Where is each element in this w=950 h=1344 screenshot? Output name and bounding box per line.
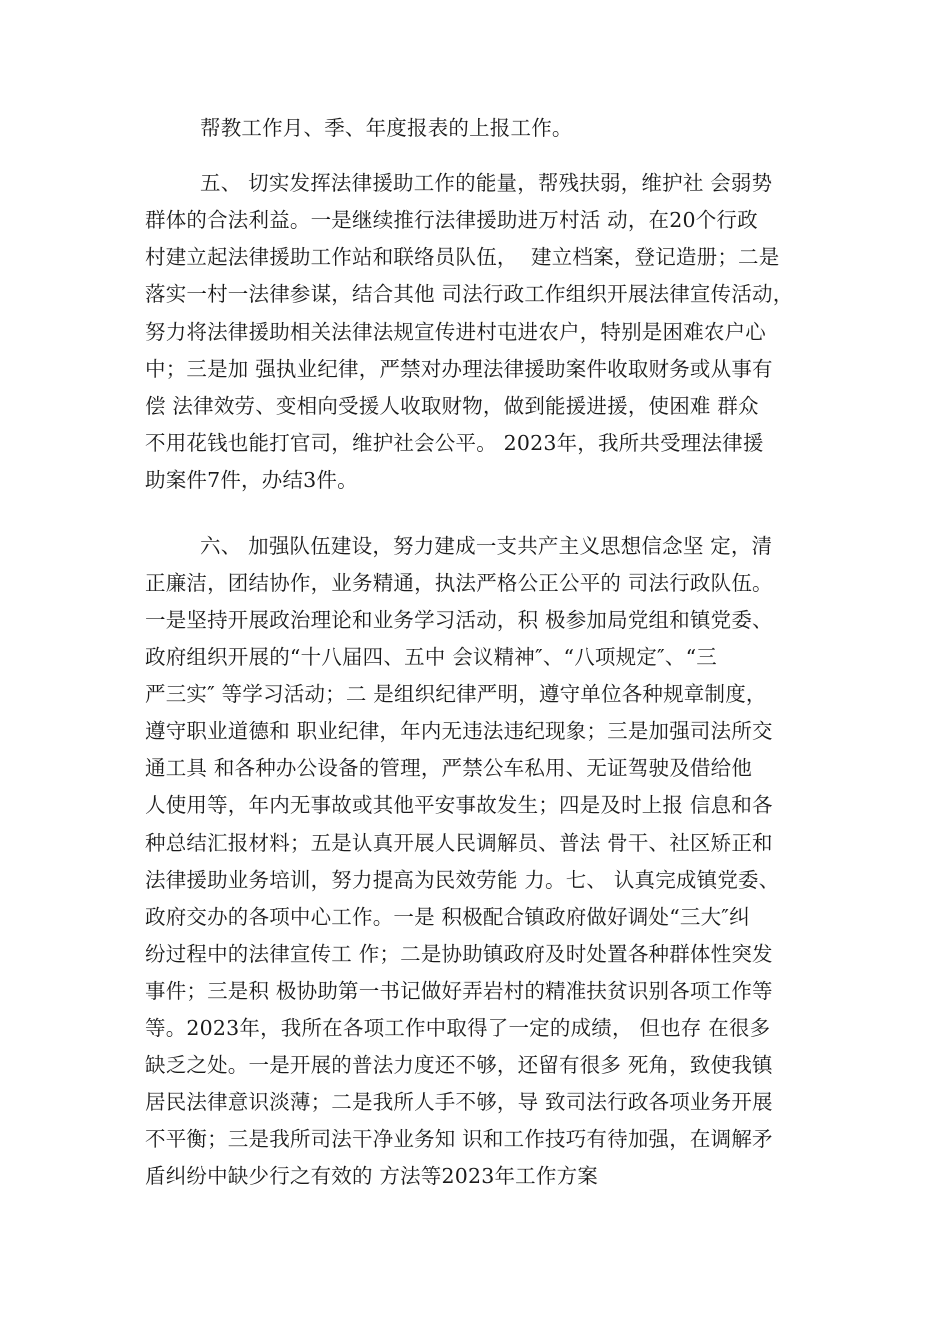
text-line: 不用花钱也能打官司，维护社会公平。 2023年，我所共受理法律援 [145,431,764,455]
text-line: 群体的合法利益。一是继续推行法律援助进万村活 动，在20个行政 [145,208,758,232]
text-line: 政府交办的各项中心工作。一是 积极配合镇政府做好调处“三大″纠 [145,905,750,929]
text-line: 正廉洁，团结协作，业务精通，执法严格公正公平的 司法行政队伍。 [145,571,773,595]
text-line: 等。2023年，我所在各项工作中取得了一定的成绩， 但也存 在很多 [145,1016,771,1040]
text-line: 纷过程中的法律宣传工 作；二是协助镇政府及时处置各种群体性突发 [145,942,773,966]
text-line: 助案件7件，办结3件。 [145,468,358,492]
text-line: 一是坚持开展政治理论和业务学习活动，积 极参加局党组和镇党委、 [145,608,773,632]
text-line: 法律援助业务培训，努力提高为民效劳能 力。七、 认真完成镇党委、 [145,868,780,892]
text-line: 遵守职业道德和 职业纪律，年内无违法违纪现象；三是加强司法所交 [145,719,773,743]
text-line: 帮教工作月、季、年度报表的上报工作。 [200,116,573,140]
text-line: 事件；三是积 极协助第一书记做好弄岩村的精准扶贫识别各项工作等 [145,979,773,1003]
text-line: 人使用等，年内无事故或其他平安事故发生；四是及时上报 信息和各 [145,793,773,817]
text-line: 偿 法律效劳、变相向受援人收取财物，做到能援进援，使困难 群众 [145,394,759,418]
section-heading-line: 六、 加强队伍建设，努力建成一支共产主义思想信念坚 定，清 [200,534,773,558]
section-heading-line: 五、 切实发挥法律援助工作的能量，帮残扶弱，维护社 会弱势 [200,171,773,195]
text-line: 通工具 和各种办公设备的管理，严禁公车私用、无证驾驶及借给他 [145,756,753,780]
text-line: 严三实″ 等学习活动；二 是组织纪律严明，遵守单位各种规章制度， [145,682,767,706]
text-line: 落实一村一法律参谋，结合其他 司法行政工作组织开展法律宣传活动， [145,282,794,306]
text-line: 村建立起法律援助工作站和联络员队伍， 建立档案，登记造册；二是 [145,245,780,269]
text-line: 中；三是加 强执业纪律，严禁对办理法律援助案件收取财务或从事有 [145,357,773,381]
text-line: 缺乏之处。一是开展的普法力度还不够，还留有很多 死角，致使我镇 [145,1053,773,1077]
text-line: 不平衡；三是我所司法干净业务知 识和工作技巧有待加强，在调解矛 [145,1127,773,1151]
text-line: 种总结汇报材料；五是认真开展人民调解员、普法 骨干、社区矫正和 [145,831,773,855]
text-line: 居民法律意识淡薄；二是我所人手不够，导 致司法行政各项业务开展 [145,1090,773,1114]
text-line: 政府组织开展的“十八届四、五中 会议精神″、“八项规定″、“三 [145,645,717,669]
text-line: 盾纠纷中缺少行之有效的 方法等2023年工作方案 [145,1164,598,1188]
text-line: 努力将法律援助相关法律法规宣传进村屯进农户，特别是困难农户心 [145,320,766,344]
